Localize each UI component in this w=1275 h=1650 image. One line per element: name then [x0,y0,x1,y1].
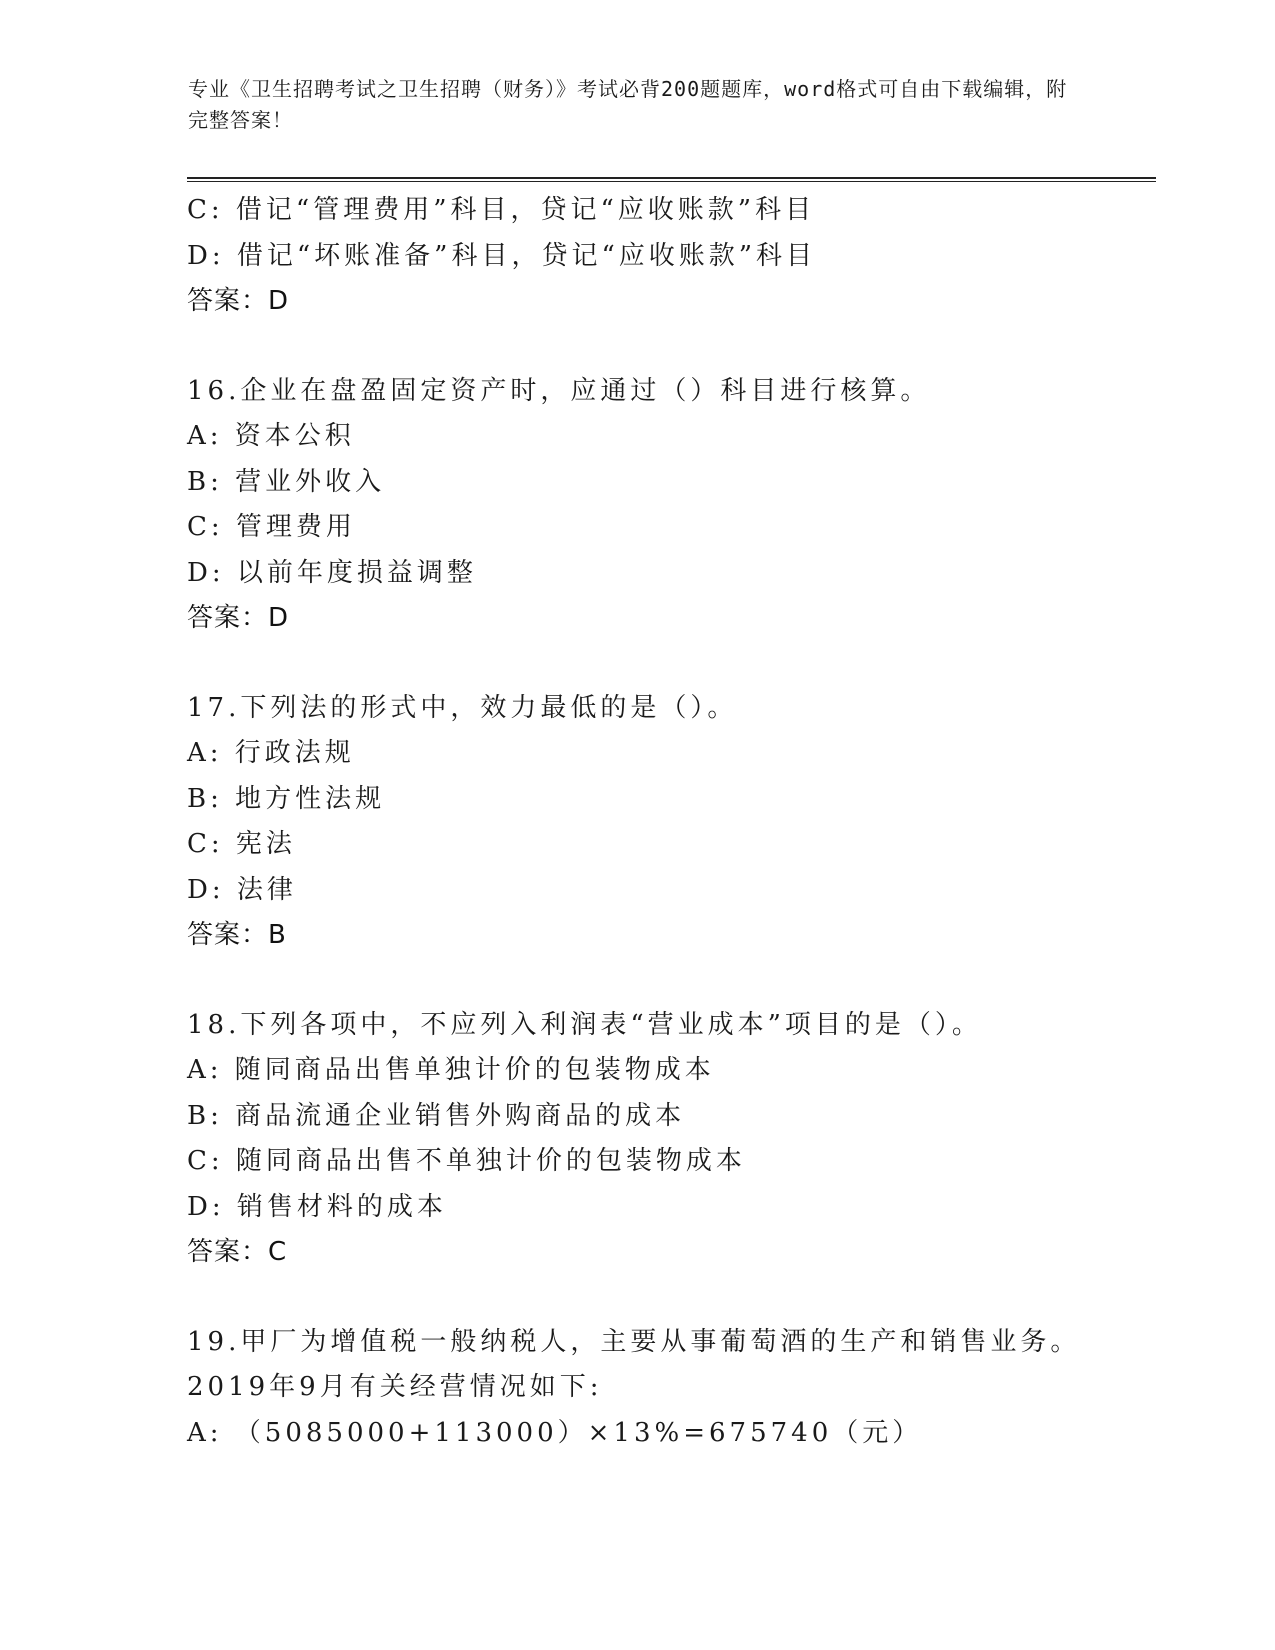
question-stem: 17.下列法的形式中，效力最低的是（）。 [187,692,738,723]
spacer [187,325,1147,369]
question-19 [187,1320,1147,1457]
option-b: B: 营业外收入 [187,466,386,497]
question-stem-continued: 2019年9月有关经营情况如下: [187,1372,603,1402]
question-15-continuation [187,188,1147,325]
option-d: D: 借记“坏账准备”科目，贷记“应收账款”科目 [187,240,817,271]
question-16 [187,369,1147,642]
option-a: A: 资本公积 [187,421,355,451]
answer-line: 答案：B [187,920,287,950]
document-header: 专业《卫生招聘考试之卫生招聘（财务）》考试必背200题题库，word格式可自由下载编辑，附完整答案！ [188,77,1068,132]
option-c: C: 宪法 [187,829,296,859]
spacer [187,959,1147,1003]
answer-line: 答案：D [187,286,290,316]
question-stem: 18.下列各项中，不应列入利润表“营业成本”项目的是（）。 [187,1009,982,1040]
answer-line: 答案：C [187,1237,288,1267]
question-stem: 19.甲厂为增值税一般纳税人，主要从事葡萄酒的生产和销售业务。 [187,1326,1081,1357]
option-a: A: 行政法规 [187,738,355,768]
header-divider [187,177,1156,182]
option-d: D: 以前年度损益调整 [187,557,477,588]
option-d: D: 法律 [187,874,297,905]
option-a: A: 随同商品出售单独计价的包装物成本 [187,1055,715,1085]
option-a: A: （5085000+113000）×13%=675740（元） [187,1417,923,1448]
option-b: B: 地方性法规 [187,783,386,814]
option-d: D: 销售材料的成本 [187,1191,447,1222]
option-c: C: 借记“管理费用”科目，贷记“应收账款”科目 [187,195,816,225]
option-c: C: 随同商品出售不单独计价的包装物成本 [187,1146,746,1176]
question-18 [187,1003,1147,1276]
spacer [187,1276,1147,1320]
spacer [187,642,1147,686]
option-b: B: 商品流通企业销售外购商品的成本 [187,1100,686,1131]
option-c: C: 管理费用 [187,512,356,542]
question-17 [187,686,1147,959]
answer-line: 答案：D [187,603,290,633]
document-body [187,188,1147,1456]
question-stem: 16.企业在盘盈固定资产时，应通过（）科目进行核算。 [187,375,931,406]
